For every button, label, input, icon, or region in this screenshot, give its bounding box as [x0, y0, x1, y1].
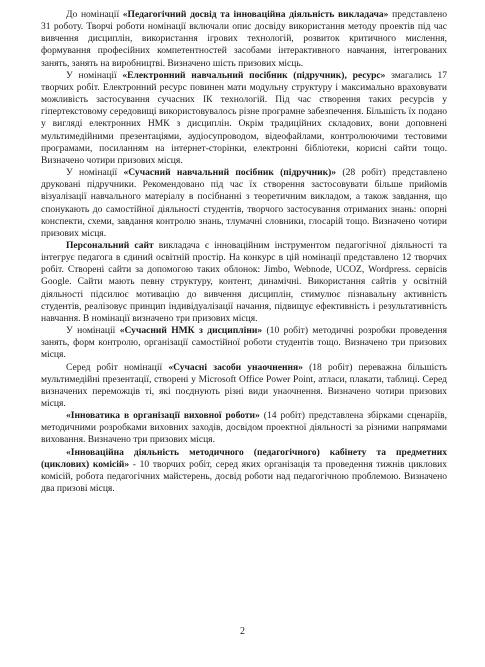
nomination-title: «Сучасний навчальний посібник (підручник)» — [123, 167, 337, 179]
paragraph-methodical-cabinet — [41, 447, 447, 496]
nomination-title: «Інноваційна діяльність методичного (педагогічного) кабінету та предметних (циклових) комісій» — [41, 446, 447, 470]
nomination-title: Персональний сайт — [66, 239, 154, 251]
paragraph-prefix: У номінації — [66, 325, 120, 337]
nomination-title: «Сучасний НМК з дисципліни» — [119, 325, 263, 337]
page-number: 2 — [240, 626, 245, 637]
paragraph-prefix: У номінації — [66, 69, 123, 81]
paragraph-prefix: У номінації — [66, 167, 124, 179]
paragraph-prefix: До номінації — [66, 9, 123, 20]
paragraph-text: (14 робіт) представлена збірками сценаріїв, методичними розробками виховних заходів, досвідом проектної діяльності за різними напрямами виховання. Визначено три призових місця. — [41, 410, 447, 446]
paragraph-text: представлено 31 роботу. Творчі роботи номінації включали опис досвіду використання методу проектів під час вивчення дисциплін, використання ігрових технологій, розвиток критичного мислення, формування професійних компетентностей засобами інтерактивного навчання, інтегрованих занять, занять на виробництві. Визначено шість призових місць. — [41, 9, 447, 69]
paragraph-text: (28 робіт) представлено друковані підручники. Рекомендовано під час їх створення застосовувати більше прийомів візуалізації навчального матеріалу в посібнанні з теоретичним викладом, а також завдання, що спонукають до самостійної діяльності студентів, творчого застосування отриманих знань: опорні конспекти, схеми, завдання контролю знань, тлумачні словники, глосарій тощо. Визначено чотири призових місця. — [41, 167, 447, 239]
nomination-title: «Електронний навчальний посібник (підручник), ресурс» — [122, 69, 386, 81]
nomination-title: «Інноватика в організації виховної роботи» — [66, 410, 260, 422]
paragraph-modern-manual — [41, 167, 447, 240]
paragraph-personal-site — [41, 240, 447, 325]
paragraph-text: змагались 17 творчих робіт. Електронний ресурс повинен мати модульну структуру і максимально враховувати можливість застосування сучасних ІК технологій. Під час створення таких ресурсів у гіпертекстовому середовищі використовувалось різне програмне забезпечення. Більшість їх подано у вигляді електронних НМК з дисциплін. Окрім традиційних складових, вони доповнені мультимедійними презентаціями, аудіосупроводом, відеофайлами, контролюючими тестовими програмами, посиланням на інтернет-сторінки, електронні бібліотеки, корисні сайти тощо. Визначено чотири призових місця. — [41, 69, 447, 166]
paragraph-educational-work — [41, 410, 447, 446]
paragraph-prefix: Серед робіт номінації — [66, 361, 169, 373]
paragraph-visual-aids — [41, 362, 447, 411]
paragraph-text: (10 робіт) методичні розробки проведення занять, форм контролю, організації самостійної роботи студентів тощо. Визначено три призових місця. — [41, 325, 447, 361]
nomination-title: «Сучасні засоби унаочнення» — [168, 361, 303, 373]
paragraph-text: - 10 творчих робіт, серед яких організація та проведення тижнів циклових комісій, робота педагогічних майстерень, досвід роботи над педагогічною проблемою. Визначено два призові місця. — [41, 458, 447, 495]
paragraph-text: викладача є інноваційним інструментом педагогічної діяльності та інтегрує педагога в єдиний освітній простір. На конкурс в цій номінації представлено 12 творчих робіт. Створені сайти за допомогою таких облонок: Jimbo, Webnode, UCOZ, Wordpress. сервісів Google. Сайти мають певну структуру, контент, динамічні. Використання сайтів у освітній діяльності підсилює мотивацію до вивчення дисциплін, стимулює пізнавальну активність студентів, реалізовує принцип індивідуалізації начання, підвищує ефективність і результативність навчання. В номінації визначено три призових місця. — [41, 239, 447, 324]
paragraph-pedagogical-experience — [41, 9, 447, 70]
nomination-title: «Педагогічний досвід та інноваційна діяльність викладача» — [122, 9, 389, 20]
paragraph-modern-nmk — [41, 325, 447, 361]
paragraph-electronic-manual — [41, 70, 447, 167]
paragraph-text: (18 робіт) переважна більшість мультимедійні презентації, створені у Microsoft Office Power Point, атласи, плакати, таблиці. Серед визначених переможців ті, які поєднують різні види унаочнення. Визначено чотири призових місця. — [41, 361, 447, 409]
